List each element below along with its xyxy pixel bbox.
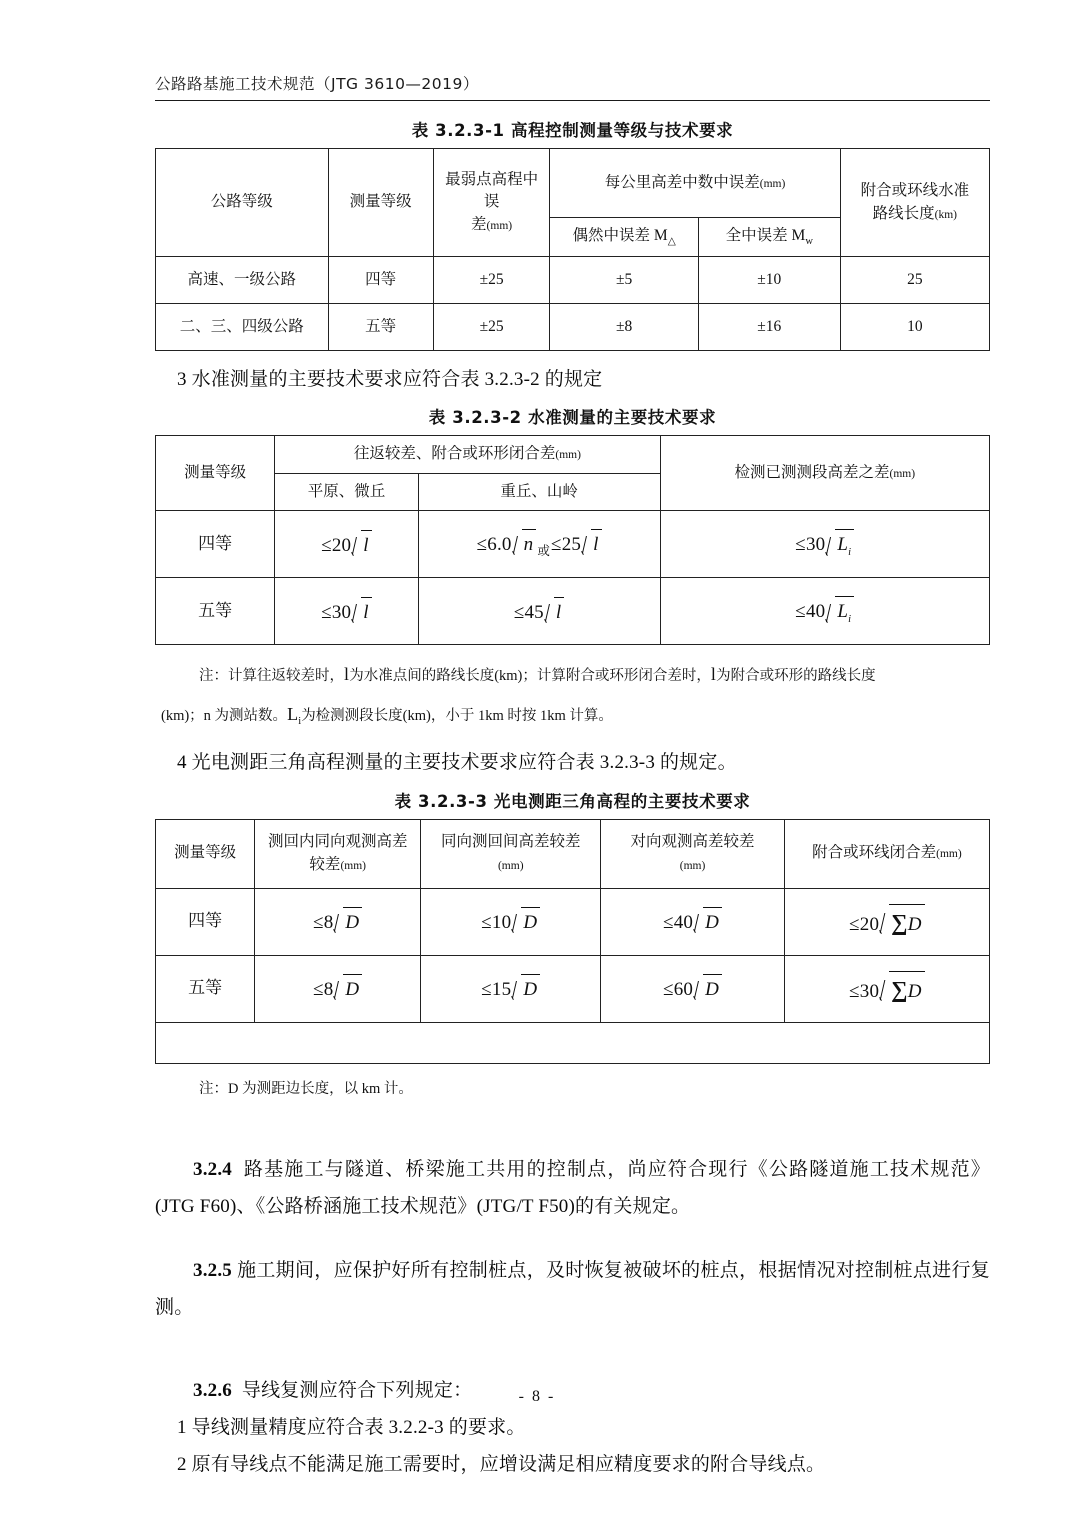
op: ≤ bbox=[476, 534, 488, 556]
spacer bbox=[155, 1226, 990, 1252]
table-row bbox=[156, 578, 990, 645]
note-text: 为附合或环形的路线长度 bbox=[716, 668, 876, 685]
table1-th-weakest-line1: 最弱点高程中误 bbox=[445, 170, 539, 211]
symbol-L-subscript: i bbox=[298, 715, 302, 727]
coef: 40 bbox=[805, 601, 826, 623]
sum-icon: ∑ bbox=[891, 977, 908, 1003]
clause-3-2-6-text: 导线复测应符合下列规定： bbox=[241, 1379, 473, 1401]
op: ≤ bbox=[481, 912, 492, 934]
radical-icon bbox=[694, 973, 722, 1004]
note-text: 为水准点间的路线长度(km)；计算附合或环形闭合差时， bbox=[349, 668, 711, 685]
table2-r1-plain bbox=[275, 578, 418, 645]
radical-icon bbox=[512, 973, 540, 1004]
table-row bbox=[156, 511, 990, 578]
formula-opposite-5 bbox=[663, 979, 722, 1000]
table1-th-grade: 公路等级 bbox=[156, 149, 329, 257]
clause-3-2-4-number: 3.2.4 bbox=[193, 1159, 232, 1181]
op: ≤ bbox=[849, 981, 860, 1003]
symbol-L: L bbox=[287, 703, 299, 724]
table2-r1-level: 五等 bbox=[156, 578, 275, 645]
op: ≤ bbox=[313, 979, 324, 1001]
table1-th-total bbox=[698, 218, 840, 257]
table3-th-within-line2: 较差 bbox=[309, 855, 341, 873]
op: ≤ bbox=[481, 979, 492, 1001]
table1-th-length-line1: 附合或环线水准 bbox=[860, 182, 970, 200]
radicand: l bbox=[554, 597, 564, 627]
op: ≤ bbox=[551, 534, 562, 556]
table2-r1-hill bbox=[418, 578, 660, 645]
radicand-subscript: i bbox=[848, 614, 852, 626]
radical-icon bbox=[880, 903, 925, 939]
radicand: D bbox=[343, 974, 362, 1004]
op: ≤ bbox=[663, 912, 674, 934]
table2-caption: 表 3.2.3-2 水准测量的主要技术要求 bbox=[428, 408, 717, 428]
op: ≤ bbox=[849, 914, 860, 936]
coef: 20 bbox=[859, 914, 880, 936]
op: ≤ bbox=[663, 979, 674, 1001]
table3-r0-c2 bbox=[255, 888, 421, 955]
table1-th-random-label: 偶然中误差 M bbox=[572, 227, 668, 244]
spacer bbox=[155, 1064, 990, 1074]
table1-r1-grade: 二、三、四级公路 bbox=[156, 304, 329, 351]
table1-th-weakest-line2: 差 bbox=[471, 215, 487, 233]
table1-th-group bbox=[550, 149, 840, 218]
table3-th-within-line1: 测回内同向观测高差 bbox=[267, 833, 408, 851]
coef: 25 bbox=[561, 534, 582, 556]
table-row bbox=[156, 304, 990, 351]
radicand bbox=[889, 904, 925, 939]
note-text: 为检测测段长度(km)，小于 1km 时按 1km 计算。 bbox=[301, 707, 613, 724]
coef: 8 bbox=[323, 979, 334, 1001]
formula-between-4 bbox=[481, 912, 540, 933]
op: ≤ bbox=[795, 534, 806, 556]
radicand: l bbox=[361, 597, 371, 627]
table2-r0-level: 四等 bbox=[156, 511, 275, 578]
radicand bbox=[835, 596, 854, 627]
table3-th-opposite-unit: (mm) bbox=[679, 859, 706, 872]
formula-within-4 bbox=[313, 912, 362, 933]
coef: 30 bbox=[331, 602, 352, 624]
radicand: D bbox=[703, 907, 722, 937]
table-row bbox=[156, 257, 990, 304]
table1-r1-level: 五等 bbox=[328, 304, 433, 351]
radicand-symbol: L bbox=[837, 601, 849, 623]
table3-empty-row bbox=[156, 1022, 990, 1063]
spacer bbox=[155, 1326, 990, 1372]
radicand-subscript: i bbox=[848, 547, 852, 559]
coef: 20 bbox=[331, 535, 352, 557]
table1-r1-length: 10 bbox=[840, 304, 989, 351]
op: ≤ bbox=[795, 601, 806, 623]
table-3-2-3-2 bbox=[155, 435, 990, 645]
table3-r1-level: 五等 bbox=[156, 955, 255, 1022]
op: ≤ bbox=[321, 602, 332, 624]
table3-caption: 表 3.2.3-3 光电测距三角高程的主要技术要求 bbox=[394, 791, 751, 811]
coef: 60 bbox=[673, 979, 694, 1001]
table3-th-between-unit: (mm) bbox=[497, 859, 524, 872]
table-3-2-3-1 bbox=[155, 148, 990, 351]
item-3-text: 3 水准测量的主要技术要求应符合表 3.2.3-2 的规定 bbox=[177, 369, 603, 391]
op: ≤ bbox=[313, 912, 324, 934]
radical-icon bbox=[352, 529, 371, 560]
coef: 30 bbox=[859, 981, 880, 1003]
clause-3-2-5-text: 施工期间，应保护好所有控制桩点，及时恢复被破坏的桩点，根据情况对控制桩点进行复测。 bbox=[155, 1259, 990, 1318]
table2-th-check-label: 检测已测测段高差之差 bbox=[734, 464, 890, 482]
table2-note-line1 bbox=[155, 655, 990, 695]
radicand bbox=[835, 529, 854, 560]
page-content bbox=[155, 0, 990, 1483]
conjunction: 或 bbox=[537, 544, 551, 559]
coef: 15 bbox=[491, 979, 512, 1001]
table1-r0-grade: 高速、一级公路 bbox=[156, 257, 329, 304]
table3-r1-c5 bbox=[784, 955, 989, 1022]
table3-r1-c4 bbox=[601, 955, 784, 1022]
radical-icon bbox=[352, 596, 371, 627]
coef: 6.0 bbox=[487, 534, 512, 556]
radicand: l bbox=[361, 530, 371, 560]
table3-header-row bbox=[156, 819, 990, 888]
radical-icon bbox=[826, 528, 854, 560]
formula-plain-5 bbox=[321, 602, 372, 623]
coef: 45 bbox=[524, 602, 544, 624]
spacer bbox=[155, 734, 990, 744]
formula-closure-4 bbox=[849, 910, 925, 936]
table1-r0-length: 25 bbox=[840, 257, 989, 304]
table1-r1-random: ±8 bbox=[550, 304, 698, 351]
running-header: 公路路基施工技术规范（JTG 3610—2019） bbox=[155, 75, 479, 93]
radical-icon bbox=[334, 906, 362, 937]
radical-icon bbox=[826, 595, 854, 627]
formula-check-5 bbox=[795, 601, 854, 626]
table2-r1-check bbox=[660, 578, 989, 645]
radicand: D bbox=[703, 974, 722, 1004]
table1-th-weakest-unit: (mm) bbox=[486, 219, 513, 232]
formula-plain-4 bbox=[321, 535, 372, 556]
table1-r1-weakest: ±25 bbox=[433, 304, 550, 351]
table3-th-between bbox=[421, 819, 601, 888]
item-4-text: 4 光电测距三角高程测量的主要技术要求应符合表 3.2.3-3 的规定。 bbox=[177, 752, 737, 774]
clause-3-2-6-item-1: 1 导线测量精度应符合表 3.2.2-3 的要求。 bbox=[177, 1416, 526, 1438]
formula-check-4 bbox=[795, 534, 854, 559]
formula-opposite-4 bbox=[663, 912, 722, 933]
clause-3-2-4 bbox=[155, 1151, 990, 1225]
table1-th-total-sub: w bbox=[805, 236, 813, 248]
radical-icon bbox=[334, 973, 362, 1004]
table3-th-closure-unit: (mm) bbox=[936, 848, 962, 861]
table-row bbox=[156, 955, 990, 1022]
radical-icon bbox=[694, 906, 722, 937]
table1-th-level: 测量等级 bbox=[328, 149, 433, 257]
formula-hill-4 bbox=[476, 534, 602, 559]
table1-th-length-unit: (km) bbox=[934, 208, 958, 221]
table1-th-length-line2: 路线长度 bbox=[872, 204, 935, 222]
spacer bbox=[155, 351, 990, 361]
formula-closure-5 bbox=[849, 977, 925, 1003]
radicand-symbol: L bbox=[837, 534, 849, 556]
formula-between-5 bbox=[481, 979, 540, 1000]
table3-th-opposite bbox=[601, 819, 784, 888]
radical-icon bbox=[582, 528, 601, 559]
spacer bbox=[155, 645, 990, 655]
radicand-symbol: D bbox=[907, 981, 922, 1003]
table3-th-within-unit: (mm) bbox=[340, 859, 366, 872]
table-row bbox=[156, 888, 990, 955]
table2-header-row-1 bbox=[156, 436, 990, 473]
table3-th-level: 测量等级 bbox=[156, 819, 255, 888]
table1-th-random bbox=[550, 218, 698, 257]
note-text: 注：计算往返较差时， bbox=[199, 668, 344, 685]
table2-r0-plain bbox=[275, 511, 418, 578]
symbol-l: l bbox=[344, 664, 350, 685]
formula-hill-5 bbox=[514, 602, 565, 623]
clause-3-2-6-number: 3.2.6 bbox=[193, 1379, 232, 1401]
table1-caption: 表 3.2.3-1 高程控制测量等级与技术要求 bbox=[411, 121, 734, 140]
coef: 40 bbox=[673, 912, 694, 934]
table2-th-plain: 平原、微丘 bbox=[275, 473, 418, 510]
table1-th-total-label: 全中误差 M bbox=[725, 227, 806, 244]
table2-th-group-unit: (mm) bbox=[555, 449, 581, 462]
table3-empty-cell bbox=[156, 1022, 990, 1063]
page-number: - 8 - bbox=[518, 1388, 556, 1405]
clause-3-2-5 bbox=[155, 1252, 990, 1326]
table2-r0-hill bbox=[418, 511, 660, 578]
radicand: n bbox=[522, 529, 537, 559]
radicand: D bbox=[521, 974, 540, 1004]
table1-th-length bbox=[840, 149, 989, 257]
radicand: D bbox=[521, 907, 540, 937]
table2-r0-check bbox=[660, 511, 989, 578]
formula-within-5 bbox=[313, 979, 362, 1000]
coef: 30 bbox=[805, 534, 826, 556]
clause-3-2-4-text: 路基施工与隧道、桥梁施工共用的控制点，尚应符合现行《公路隧道施工技术规范》(JTG F60)、《公路桥涵施工技术规范》(JTG/T F50)的有关规定。 bbox=[155, 1159, 990, 1218]
table3-th-opposite-line1: 对向观测高差较差 bbox=[630, 833, 755, 851]
table3-r0-c5 bbox=[784, 888, 989, 955]
clause-3-2-5-number: 3.2.5 bbox=[193, 1259, 232, 1281]
table-3-2-3-3 bbox=[155, 819, 990, 1064]
table1-r1-total: ±16 bbox=[698, 304, 840, 351]
table1-r0-weakest: ±25 bbox=[433, 257, 550, 304]
table1-r0-level: 四等 bbox=[328, 257, 433, 304]
table3-r0-c3 bbox=[421, 888, 601, 955]
sum-icon: ∑ bbox=[891, 910, 908, 936]
radical-icon bbox=[512, 906, 540, 937]
table3-r0-c4 bbox=[601, 888, 784, 955]
table2-th-level: 测量等级 bbox=[156, 436, 275, 511]
coef: 10 bbox=[491, 912, 512, 934]
table1-r0-random: ±5 bbox=[550, 257, 698, 304]
note-text: (km)；n 为测站数。 bbox=[161, 707, 288, 724]
header-rule bbox=[155, 100, 990, 101]
table1-header-row-1 bbox=[156, 149, 990, 218]
table2-th-hill: 重丘、山岭 bbox=[418, 473, 660, 510]
table2-th-check bbox=[660, 436, 989, 511]
table2-note-line2 bbox=[155, 695, 990, 735]
table2-th-group bbox=[275, 436, 660, 473]
table1-th-random-sub: △ bbox=[667, 236, 676, 248]
clause-3-2-6-item-2: 2 原有导线点不能满足施工需要时，应增设满足相应精度要求的附合导线点。 bbox=[177, 1453, 826, 1475]
table3-r1-c3 bbox=[421, 955, 601, 1022]
spacer bbox=[155, 1105, 990, 1151]
op: ≤ bbox=[513, 602, 525, 624]
coef: 8 bbox=[323, 912, 334, 934]
table2-th-group-label: 往返较差、附合或环形闭合差 bbox=[353, 445, 556, 463]
table1-th-group-unit: (mm) bbox=[759, 177, 786, 190]
table3-th-closure bbox=[784, 819, 989, 888]
table2-th-check-unit: (mm) bbox=[889, 468, 916, 481]
radicand: l bbox=[591, 529, 601, 559]
radical-icon bbox=[545, 596, 564, 627]
table1-th-group-label: 每公里高差中数中误差 bbox=[604, 173, 760, 191]
table3-th-between-line1: 同向测回间高差较差 bbox=[441, 833, 581, 851]
op: ≤ bbox=[321, 535, 332, 557]
table3-th-within bbox=[255, 819, 421, 888]
table3-r1-c2 bbox=[255, 955, 421, 1022]
radical-icon bbox=[880, 970, 925, 1006]
symbol-l: l bbox=[710, 664, 717, 685]
radicand: D bbox=[343, 907, 362, 937]
table3-r0-level: 四等 bbox=[156, 888, 255, 955]
table3-th-closure-label: 附合或环线闭合差 bbox=[812, 844, 937, 862]
table1-th-weakest bbox=[433, 149, 550, 257]
table3-note: 注：D 为测距边长度，以 km 计。 bbox=[199, 1080, 413, 1097]
radicand-symbol: D bbox=[907, 914, 922, 936]
table1-r0-total: ±10 bbox=[698, 257, 840, 304]
radical-icon bbox=[513, 528, 537, 559]
radicand bbox=[889, 971, 925, 1006]
